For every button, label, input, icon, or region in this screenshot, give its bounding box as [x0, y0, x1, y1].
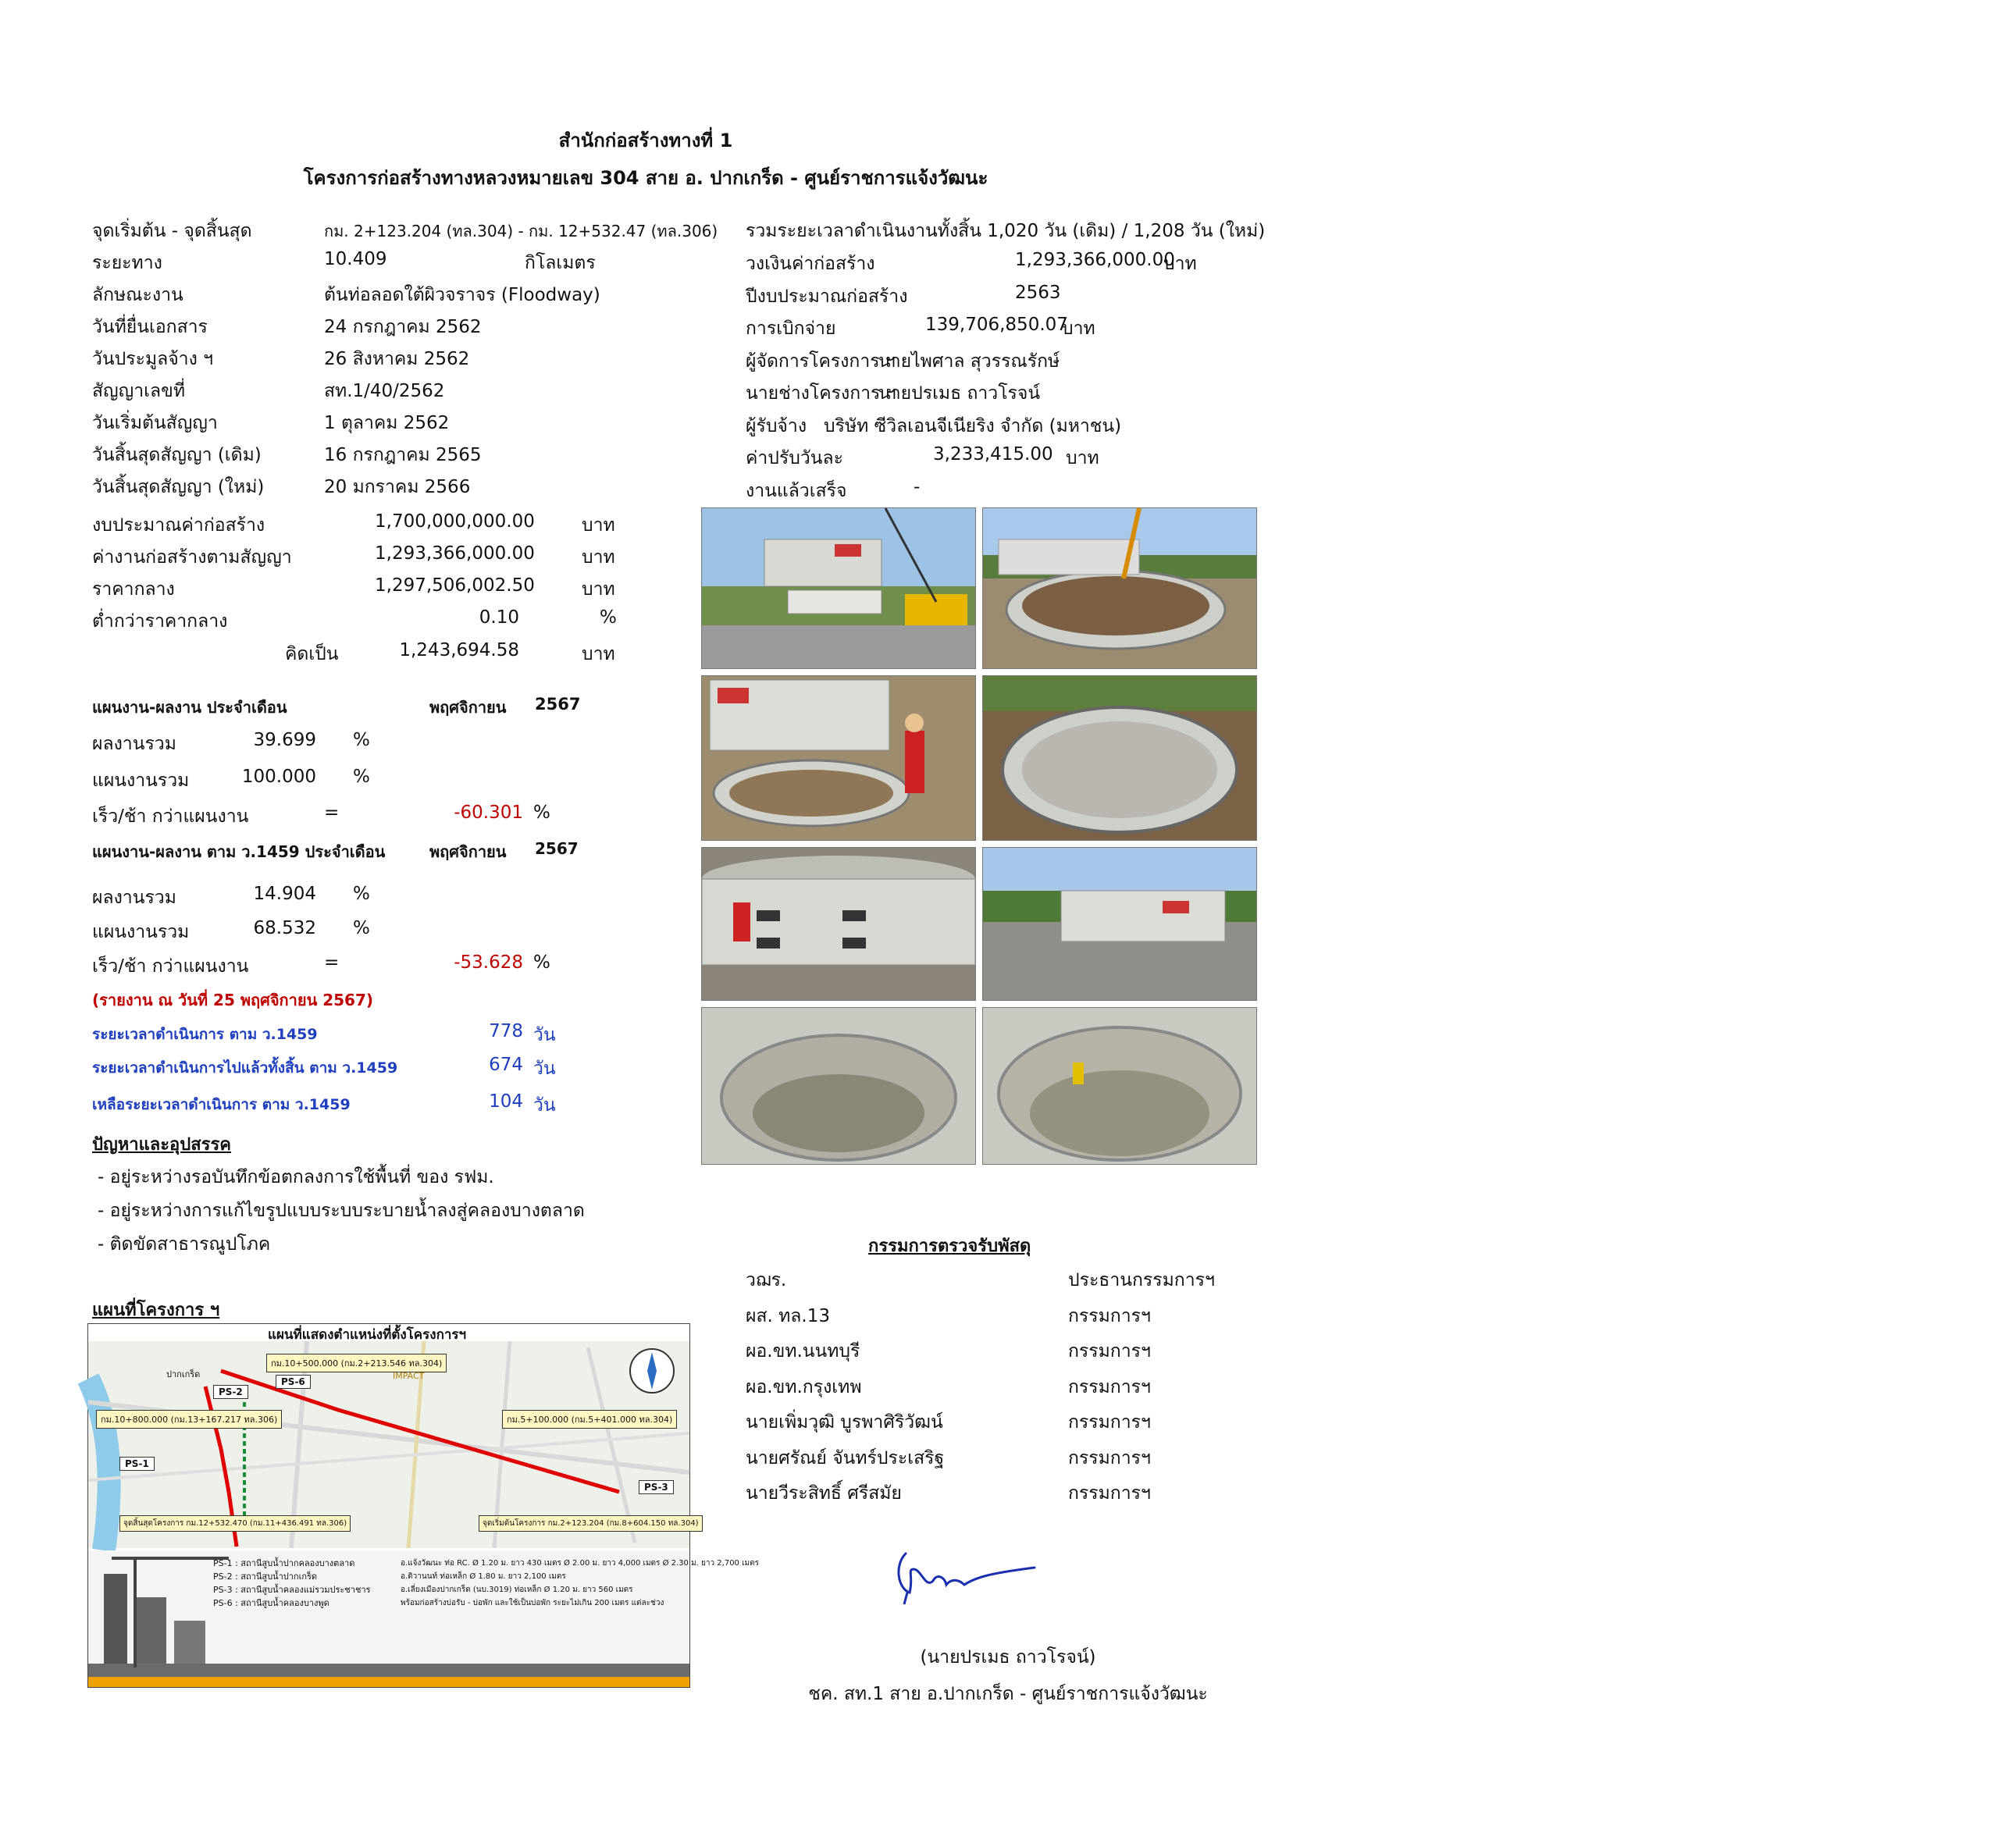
photo-manhole-interior-2: [982, 1007, 1257, 1165]
plan-row-value: 68.532: [253, 918, 316, 938]
budget-label: ต่ำกว่าราคากลาง: [92, 611, 228, 632]
photo-culvert-lifting: [701, 507, 976, 669]
bullet-dash: -: [98, 1234, 110, 1255]
info-label: วันประมูลจ้าง ฯ: [92, 349, 214, 369]
info-value: 1 ตุลาคม 2562: [324, 413, 450, 433]
problem-text: อยู่ระหว่างการแก้ไขรูปแบบระบบระบายน้ำลงสู่คลองบางตลาด: [109, 1201, 585, 1221]
right-info-value: -: [914, 476, 921, 497]
budget-label: ค่างานก่อสร้างตามสัญญา: [92, 547, 292, 568]
plan-row-unit: %: [353, 918, 370, 938]
map-legend-note: อ.เลี่ยงเมืองปากเกร็ด (นบ.3019) ท่อเหล็ก Ø 1.20 ม. ยาว 560 เมตร: [401, 1586, 633, 1594]
right-info-label: ผู้จัดการโครงการ ฯ: [746, 351, 896, 372]
committee-member-role: กรรมการฯ: [1068, 1341, 1151, 1361]
plan-row-unit: %: [353, 730, 370, 750]
map-station-ps3: PS-3: [639, 1480, 674, 1494]
committee-member-role: กรรมการฯ: [1068, 1412, 1151, 1433]
committee-member-name: ผอ.ขท.นนทบุรี: [746, 1341, 860, 1361]
right-info-value: นายปรเมธ ถาวโรจน์: [878, 383, 1041, 404]
info-value: 20 มกราคม 2566: [324, 477, 471, 497]
project-map: [87, 1323, 759, 1688]
duration-label: เหลือระยะเวลาดำเนินการ ตาม ว.1459: [92, 1096, 351, 1113]
bullet-dash: -: [98, 1201, 110, 1221]
committee-member-name: ผส. ทล.13: [746, 1305, 830, 1326]
plan-1459-month: พฤศจิกายน: [429, 842, 507, 861]
info-label: วันสิ้นสุดสัญญา (ใหม่): [92, 477, 265, 497]
duration-value: 674: [489, 1055, 523, 1075]
budget-unit: บาท: [582, 547, 615, 568]
problems-title: ปัญหาและอุปสรรค: [92, 1135, 231, 1155]
budget-calc-unit: บาท: [582, 644, 615, 664]
right-info-label: วงเงินค่าก่อสร้าง: [746, 254, 875, 274]
info-label: จุดเริ่มต้น - จุดสิ้นสุด: [92, 221, 252, 241]
photo-ring-openings: [701, 847, 976, 1001]
plan-row-label: แผนงานรวม: [92, 771, 190, 791]
committee-member-name: ผอ.ขท.กรุงเทพ: [746, 1376, 862, 1397]
info-value: 24 กรกฎาคม 2562: [324, 317, 482, 337]
budget-label: ราคากลาง: [92, 579, 175, 600]
map-legend-item: PS-6 : สถานีสูบน้ำคลองบางพูด: [213, 1598, 329, 1608]
plan-row-value: 100.000: [241, 767, 316, 787]
budget-unit: %: [600, 607, 617, 628]
budget-value: 1,700,000,000.00: [375, 511, 535, 532]
committee-member-role: ประธานกรรมการฯ: [1068, 1270, 1215, 1290]
problem-text: ติดขัดสาธารณูปโภค: [109, 1234, 271, 1255]
budget-unit: บาท: [582, 579, 615, 600]
right-info-unit: บาท: [1163, 254, 1197, 274]
duration-unit: วัน: [533, 1059, 556, 1079]
plan-1459-diff-eq: =: [324, 952, 340, 973]
map-legend-note: อ.ติวานนท์ ท่อเหล็ก Ø 1.80 ม. ยาว 2,100 เมตร: [401, 1572, 566, 1581]
info-label: วันเริ่มต้นสัญญา: [92, 413, 218, 433]
plan-monthly-diff-unit: %: [533, 803, 550, 823]
plan-1459-diff-label: เร็ว/ช้า กว่าแผนงาน: [92, 956, 249, 977]
map-station-ps2: PS-2: [213, 1385, 248, 1399]
photo-manhole-interior-1: [701, 1007, 976, 1165]
handwritten-signature: [890, 1546, 1038, 1608]
right-info-label: นายช่างโครงการ ฯ: [746, 383, 896, 404]
map-legend-notes: [401, 1557, 759, 1610]
plan-row-label: แผนงานรวม: [92, 922, 190, 942]
committee-member-name: นายศรัณย์ จันทร์ประเสริฐ: [746, 1447, 945, 1468]
plan-row-value: 39.699: [253, 730, 316, 750]
map-legend: [213, 1557, 371, 1610]
plan-monthly-title: แผนงาน-ผลงาน ประจำเดือน: [92, 698, 287, 717]
map-legend-note: อ.แจ้งวัฒนะ ท่อ RC. Ø 1.20 ม. ยาว 430 เมตร Ø 2.00 ม. ยาว 4,000 เมตร Ø 2.30 ม. ยาว 2,700 เมตร: [401, 1559, 759, 1568]
info-label: สัญญาเลขที่: [92, 381, 185, 401]
duration-value: 778: [489, 1021, 523, 1041]
plan-row-value: 14.904: [253, 884, 316, 904]
plan-monthly-diff-eq: =: [324, 803, 340, 823]
map-label-pakkret: ปากเกร็ด: [166, 1369, 201, 1379]
committee-member-name: นายเพิ่มวุฒิ บูรพาศิริวัฒน์: [746, 1412, 943, 1433]
plan-monthly-diff-label: เร็ว/ช้า กว่าแผนงาน: [92, 806, 249, 827]
info-label: ระยะทาง: [92, 253, 162, 273]
info-value: 16 กรกฎาคม 2565: [324, 445, 482, 465]
right-info-value: 139,706,850.07: [925, 315, 1068, 335]
budget-value: 0.10: [479, 607, 519, 628]
plan-1459-diff-unit: %: [533, 952, 550, 973]
plan-monthly-year: 2567: [535, 695, 581, 714]
report-date: (รายงาน ณ วันที่ 25 พฤศจิกายน 2567): [92, 991, 374, 1009]
right-info-unit: บาท: [1062, 319, 1095, 339]
photo-worker-ring: [701, 675, 976, 841]
duration-unit: วัน: [533, 1095, 556, 1116]
map-title: แผนที่แสดงตำแหน่งที่ตั้งโครงการฯ: [268, 1327, 467, 1343]
right-info-unit: บาท: [1066, 448, 1099, 468]
duration-label: ระยะเวลาดำเนินการ ตาม ว.1459: [92, 1026, 318, 1043]
budget-value: 1,293,366,000.00: [375, 543, 535, 564]
budget-calc-label: คิดเป็น: [285, 644, 339, 664]
committee-member-name: วฌร.: [746, 1270, 787, 1290]
committee-member-role: กรรมการฯ: [1068, 1376, 1151, 1397]
right-info-label: งานแล้วเสร็จ: [746, 480, 847, 501]
right-info-value: 2563: [1015, 282, 1061, 303]
map-callout: กม.10+800.000 (กม.13+167.217 ทล.306): [96, 1410, 282, 1429]
plan-monthly-month: พฤศจิกายน: [429, 698, 507, 717]
problem-text: อยู่ระหว่างรอบันทึกข้อตกลงการใช้พื้นที่ ของ รฟม.: [109, 1167, 494, 1187]
right-info-label: ผู้รับจ้าง: [746, 415, 807, 436]
info-value: 26 สิงหาคม 2562: [324, 349, 470, 369]
map-legend-item: PS-2 : สถานีสูบน้ำปากเกร็ด: [213, 1571, 318, 1582]
plan-1459-title: แผนงาน-ผลงาน ตาม ว.1459 ประจำเดือน: [92, 842, 386, 861]
plan-row-label: ผลงานรวม: [92, 888, 176, 908]
committee-member-role: กรรมการฯ: [1068, 1305, 1151, 1326]
right-info-value: บริษัท ซีวิลเอนจีเนียริง จำกัด (มหาชน): [824, 415, 1122, 436]
duration-label: ระยะเวลาดำเนินการไปแล้วทั้งสิ้น ตาม ว.1459: [92, 1059, 398, 1077]
signature-position: ชค. สท.1 สาย อ.ปากเกร็ด - ศูนย์ราชการแจ้งวัฒนะ: [808, 1684, 1208, 1704]
info-value: ต้นท่อลอดใต้ผิวจราจร (Floodway): [324, 285, 600, 305]
total-duration: รวมระยะเวลาดำเนินงานทั้งสิ้น 1,020 วัน (เดิม) / 1,208 วัน (ใหม่): [746, 221, 1266, 241]
info-unit: กิโลเมตร: [525, 253, 596, 273]
map-station-ps1: PS-1: [119, 1457, 155, 1471]
committee-member-role: กรรมการฯ: [1068, 1447, 1151, 1468]
info-label: วันที่ยื่นเอกสาร: [92, 317, 208, 337]
map-callout: จุดเริ่มต้นโครงการ กม.2+123.204 (กม.8+604.150 ทล.304): [479, 1515, 703, 1532]
info-value: กม. 2+123.204 (ทล.304) - กม. 12+532.47 (ทล.306): [324, 222, 718, 240]
map-station-ps6: PS-6: [276, 1375, 311, 1389]
office-title: สำนักก่อสร้างทางที่ 1: [558, 130, 733, 151]
map-legend-item: PS-3 : สถานีสูบน้ำคลองแม่รวมประชาชาร: [213, 1585, 371, 1595]
map-legend-item: PS-1 : สถานีสูบน้ำปากคลองบางตลาด: [213, 1558, 355, 1568]
map-callout: กม.10+500.000 (กม.2+213.546 ทล.304): [266, 1354, 447, 1372]
plan-row-unit: %: [353, 767, 370, 787]
committee-member-role: กรรมการฯ: [1068, 1483, 1151, 1504]
duration-unit: วัน: [533, 1025, 556, 1045]
info-label: ลักษณะงาน: [92, 285, 183, 305]
map-label-impact: IMPACT: [393, 1371, 425, 1381]
plan-row-unit: %: [353, 884, 370, 904]
right-info-value: นายไพศาล สุวรรณรักษ์: [878, 351, 1060, 372]
bullet-dash: -: [98, 1167, 110, 1187]
project-title: โครงการก่อสร้างทางหลวงหมายเลข 304 สาย อ. ปากเกร็ด - ศูนย์ราชการแจ้งวัฒนะ: [303, 167, 988, 189]
committee-member-name: นายวีระสิทธิ์ ศรีสมัย: [746, 1483, 902, 1504]
committee-title: กรรมการตรวจรับพัสดุ: [868, 1237, 1031, 1256]
photo-ring-roadside: [982, 847, 1257, 1001]
map-section-title: แผนที่โครงการ ฯ: [92, 1301, 220, 1320]
map-legend-note: พร้อมก่อสร้างบ่อรับ - บ่อพัก และใช้เป็นบ่อพัก ระยะไม่เกิน 200 เมตร แต่ละช่วง: [401, 1599, 664, 1607]
map-callout: จุดสิ้นสุดโครงการ กม.12+532.470 (กม.11+436.491 ทล.306): [119, 1515, 351, 1532]
signature-name: (นายปรเมธ ถาวโรจน์): [920, 1647, 1096, 1668]
right-info-label: ปีงบประมาณก่อสร้าง: [746, 286, 908, 307]
duration-value: 104: [489, 1091, 523, 1112]
plan-1459-year: 2567: [535, 839, 579, 858]
budget-label: งบประมาณค่าก่อสร้าง: [92, 515, 265, 536]
problem-item: [98, 1163, 494, 1191]
right-info-label: การเบิกจ่าย: [746, 319, 836, 339]
photo-ring-installation: [982, 507, 1257, 669]
budget-value: 1,297,506,002.50: [375, 575, 535, 596]
info-value: 10.409: [324, 249, 387, 269]
plan-1459-diff-value: -53.628: [454, 952, 523, 973]
budget-calc-value: 1,243,694.58: [399, 640, 519, 660]
plan-monthly-diff-value: -60.301: [454, 803, 523, 823]
right-info-value: 1,293,366,000.00: [1015, 250, 1175, 270]
problem-item: [98, 1197, 585, 1225]
problem-item: [98, 1230, 270, 1258]
photo-ring-top-view: [982, 675, 1257, 841]
plan-row-label: ผลงานรวม: [92, 734, 176, 754]
info-value: สท.1/40/2562: [324, 381, 445, 401]
right-info-label: ค่าปรับวันละ: [746, 448, 843, 468]
budget-unit: บาท: [582, 515, 615, 536]
info-label: วันสิ้นสุดสัญญา (เดิม): [92, 445, 262, 465]
map-callout: กม.5+100.000 (กม.5+401.000 ทล.304): [502, 1410, 677, 1429]
right-info-value: 3,233,415.00: [933, 444, 1053, 465]
